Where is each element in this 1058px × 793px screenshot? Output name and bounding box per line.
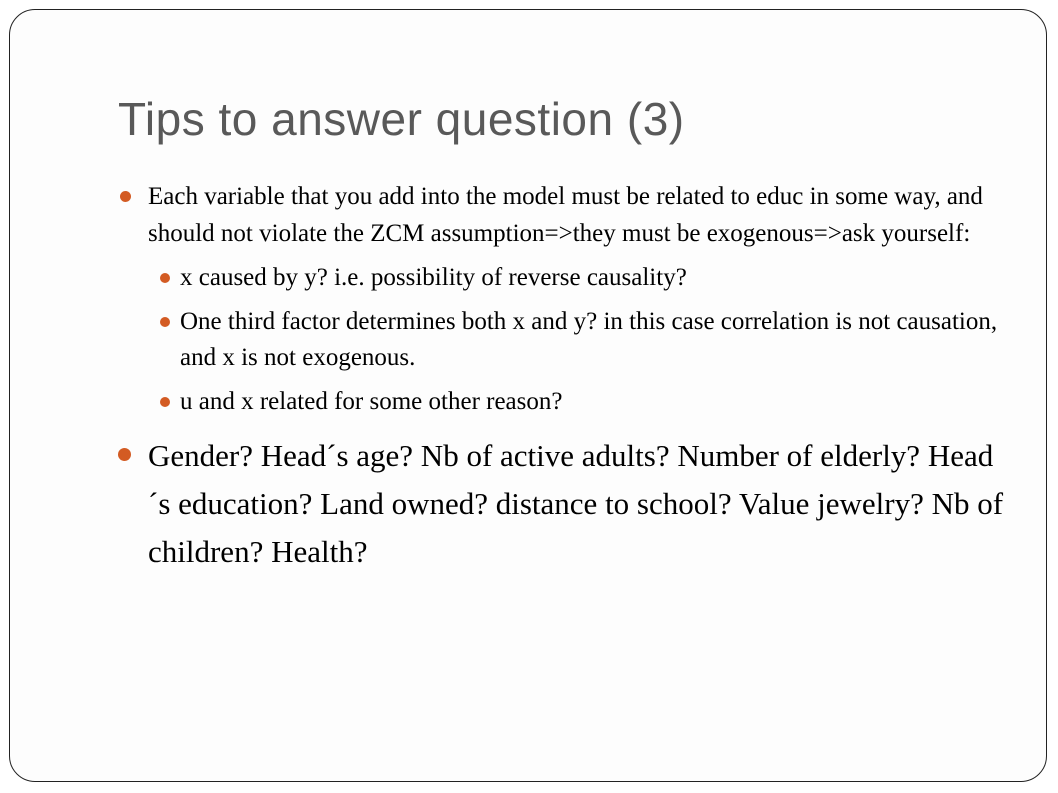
bullet-text: Each variable that you add into the model must be related to educ in some way, and should not violate the ZCM assumption=>they must be exogenous=>ask yourself: bbox=[148, 183, 983, 247]
bullet-dot-icon bbox=[160, 273, 170, 283]
bullet-item bbox=[148, 178, 1008, 252]
sub-bullet-text: x caused by y? i.e. possibility of reverse causality? bbox=[180, 264, 687, 291]
bullet-text: Gender? Head´s age? Nb of active adults? Number of elderly? Head´s education? Land owned? distance to school? Value jewelry? Nb of children? Health? bbox=[148, 438, 1004, 569]
sub-bullet-item bbox=[180, 384, 1008, 420]
sub-bullet-item bbox=[180, 260, 1008, 296]
slide-body bbox=[148, 178, 1008, 576]
bullet-dot-icon bbox=[160, 397, 170, 407]
bullet-dot-icon bbox=[120, 191, 131, 202]
sub-bullet-text: u and x related for some other reason? bbox=[180, 388, 563, 415]
sub-bullet-item bbox=[180, 304, 1008, 376]
bullet-dot-icon bbox=[118, 448, 131, 461]
sub-bullet-text: One third factor determines both x and y? in this case correlation is not causation, and x is not exogenous. bbox=[180, 308, 998, 371]
bullet-dot-icon bbox=[160, 317, 170, 327]
bullet-item bbox=[148, 432, 1008, 576]
slide-title: Tips to answer question (3) bbox=[118, 93, 685, 145]
